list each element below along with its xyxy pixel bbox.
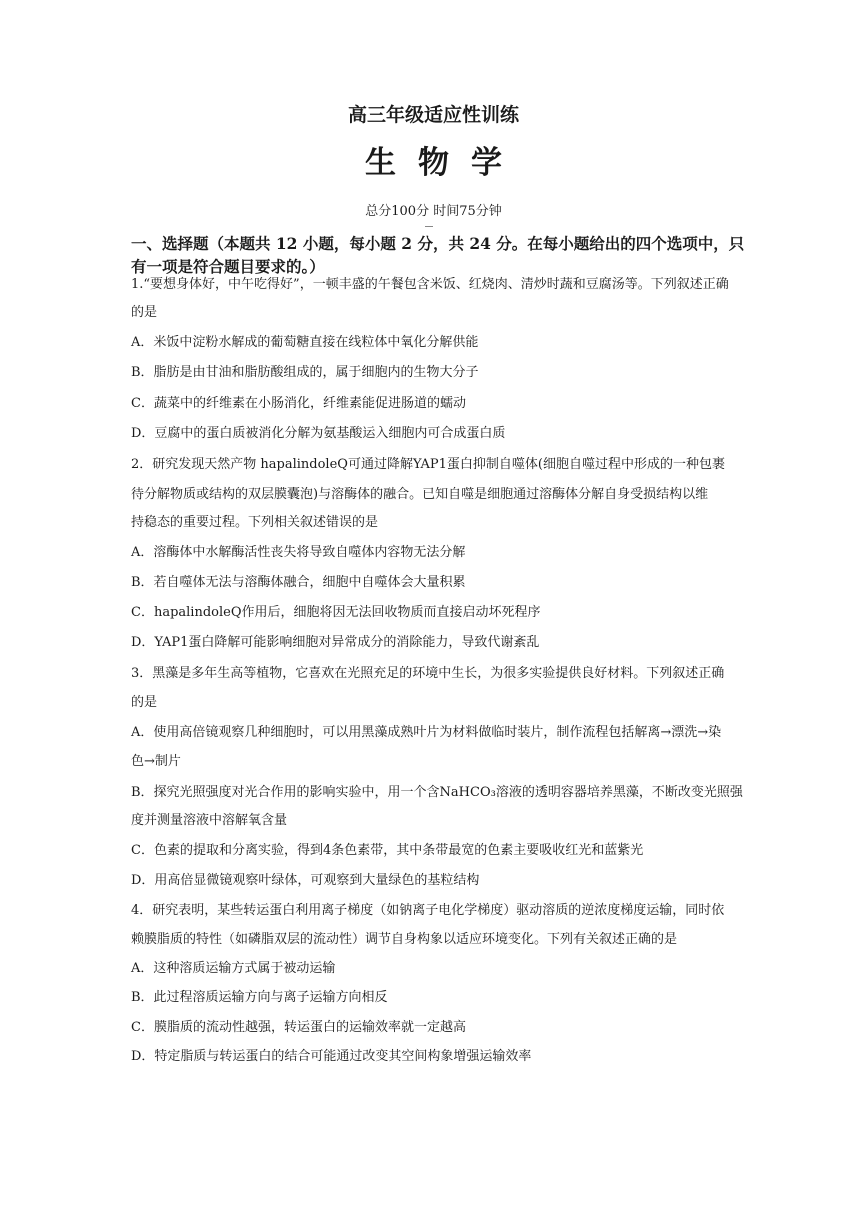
q3-stem-line-2: 的是 xyxy=(131,695,158,710)
section-heading-line-2: 有一项是符合题目要求的。） xyxy=(131,257,325,276)
q3-option-b-line-1: B．探究光照强度对光合作用的影响实验中，用一个含NaHCO₃溶液的透明容器培养黑藻，不断改变光照强 xyxy=(131,785,743,800)
q1-stem-line-2: 的是 xyxy=(131,305,158,320)
subject-title: 生物学 xyxy=(365,145,524,181)
q2-stem-line-1: 2．研究发现天然产物 hapalindoleQ可通过降解YAP1蛋白抑制自噬体(细胞自噬过程中形成的一种包裹 xyxy=(131,457,725,472)
q1-option-c: C．蔬菜中的纤维素在小肠消化，纤维素能促进肠道的蠕动 xyxy=(131,396,466,411)
q4-stem-line-1: 4．研究表明，某些转运蛋白利用离子梯度（如钠离子电化学梯度）驱动溶质的逆浓度梯度运输，同时依 xyxy=(131,903,725,918)
q4-stem-line-2: 赖膜脂质的特性（如磷脂双层的流动性）调节自身构象以适应环境变化。下列有关叙述正确的是 xyxy=(131,932,678,947)
section-heading-line-1: 一、选择题（本题共 12 小题，每小题 2 分，共 24 分。在每小题给出的四个选项中，只 xyxy=(131,234,745,253)
q1-option-a: A．米饭中淀粉水解成的葡萄糖直接在线粒体中氧化分解供能 xyxy=(131,335,479,350)
q1-stem-line-1: 1.“要想身体好，中午吃得好”，一顿丰盛的午餐包含米饭、红烧肉、清炒时蔬和豆腐汤等。下列叙述正确 xyxy=(131,277,729,292)
exam-info: 总分100分 时间75分钟 xyxy=(365,204,502,219)
q3-option-b-line-2: 度并测量溶液中溶解氧含量 xyxy=(131,813,288,828)
q3-option-a-line-2: 色→制片 xyxy=(131,754,181,769)
q2-stem-line-3: 持稳态的重要过程。下列相关叙述错误的是 xyxy=(131,515,379,530)
q2-option-c: C．hapalindoleQ作用后，细胞将因无法回收物质而直接启动坏死程序 xyxy=(131,605,541,620)
q4-option-c: C．膜脂质的流动性越强，转运蛋白的运输效率就一定越高 xyxy=(131,1020,466,1035)
q2-option-a: A．溶酶体中水解酶活性丧失将导致自噬体内容物无法分解 xyxy=(131,545,466,560)
q3-stem-line-1: 3．黑藻是多年生高等植物，它喜欢在光照充足的环境中生长，为很多实验提供良好材料。下列叙述正确 xyxy=(131,666,725,681)
q3-option-c: C．色素的提取和分离实验，得到4条色素带，其中条带最宽的色素主要吸收红光和蓝紫光 xyxy=(131,843,644,858)
q4-option-b: B．此过程溶质运输方向与离子运输方向相反 xyxy=(131,990,388,1005)
q4-option-a: A．这种溶质运输方式属于被动运输 xyxy=(131,961,336,976)
divider-mark xyxy=(425,226,433,227)
q4-option-d: D．特定脂质与转运蛋白的结合可能通过改变其空间构象增强运输效率 xyxy=(131,1049,532,1064)
exam-title: 高三年级适应性训练 xyxy=(347,104,519,126)
q2-option-b: B．若自噬体无法与溶酶体融合，细胞中自噬体会大量积累 xyxy=(131,575,466,590)
q2-stem-line-2: 待分解物质或结构的双层膜囊泡)与溶酶体的融合。已知自噬是细胞通过溶酶体分解自身受损结构以维 xyxy=(131,487,709,502)
q3-option-a-line-1: A．使用高倍镜观察几种细胞时，可以用黑藻成熟叶片为材料做临时装片，制作流程包括解离→漂洗→染 xyxy=(131,725,722,740)
q3-option-d: D．用高倍显微镜观察叶绿体，可观察到大量绿色的基粒结构 xyxy=(131,873,480,888)
q1-option-d: D．豆腐中的蛋白质被消化分解为氨基酸运入细胞内可合成蛋白质 xyxy=(131,426,506,441)
q2-option-d: D．YAP1蛋白降解可能影响细胞对异常成分的消除能力，导致代谢紊乱 xyxy=(131,635,540,650)
q1-option-b: B．脂肪是由甘油和脂肪酸组成的，属于细胞内的生物大分子 xyxy=(131,365,479,380)
